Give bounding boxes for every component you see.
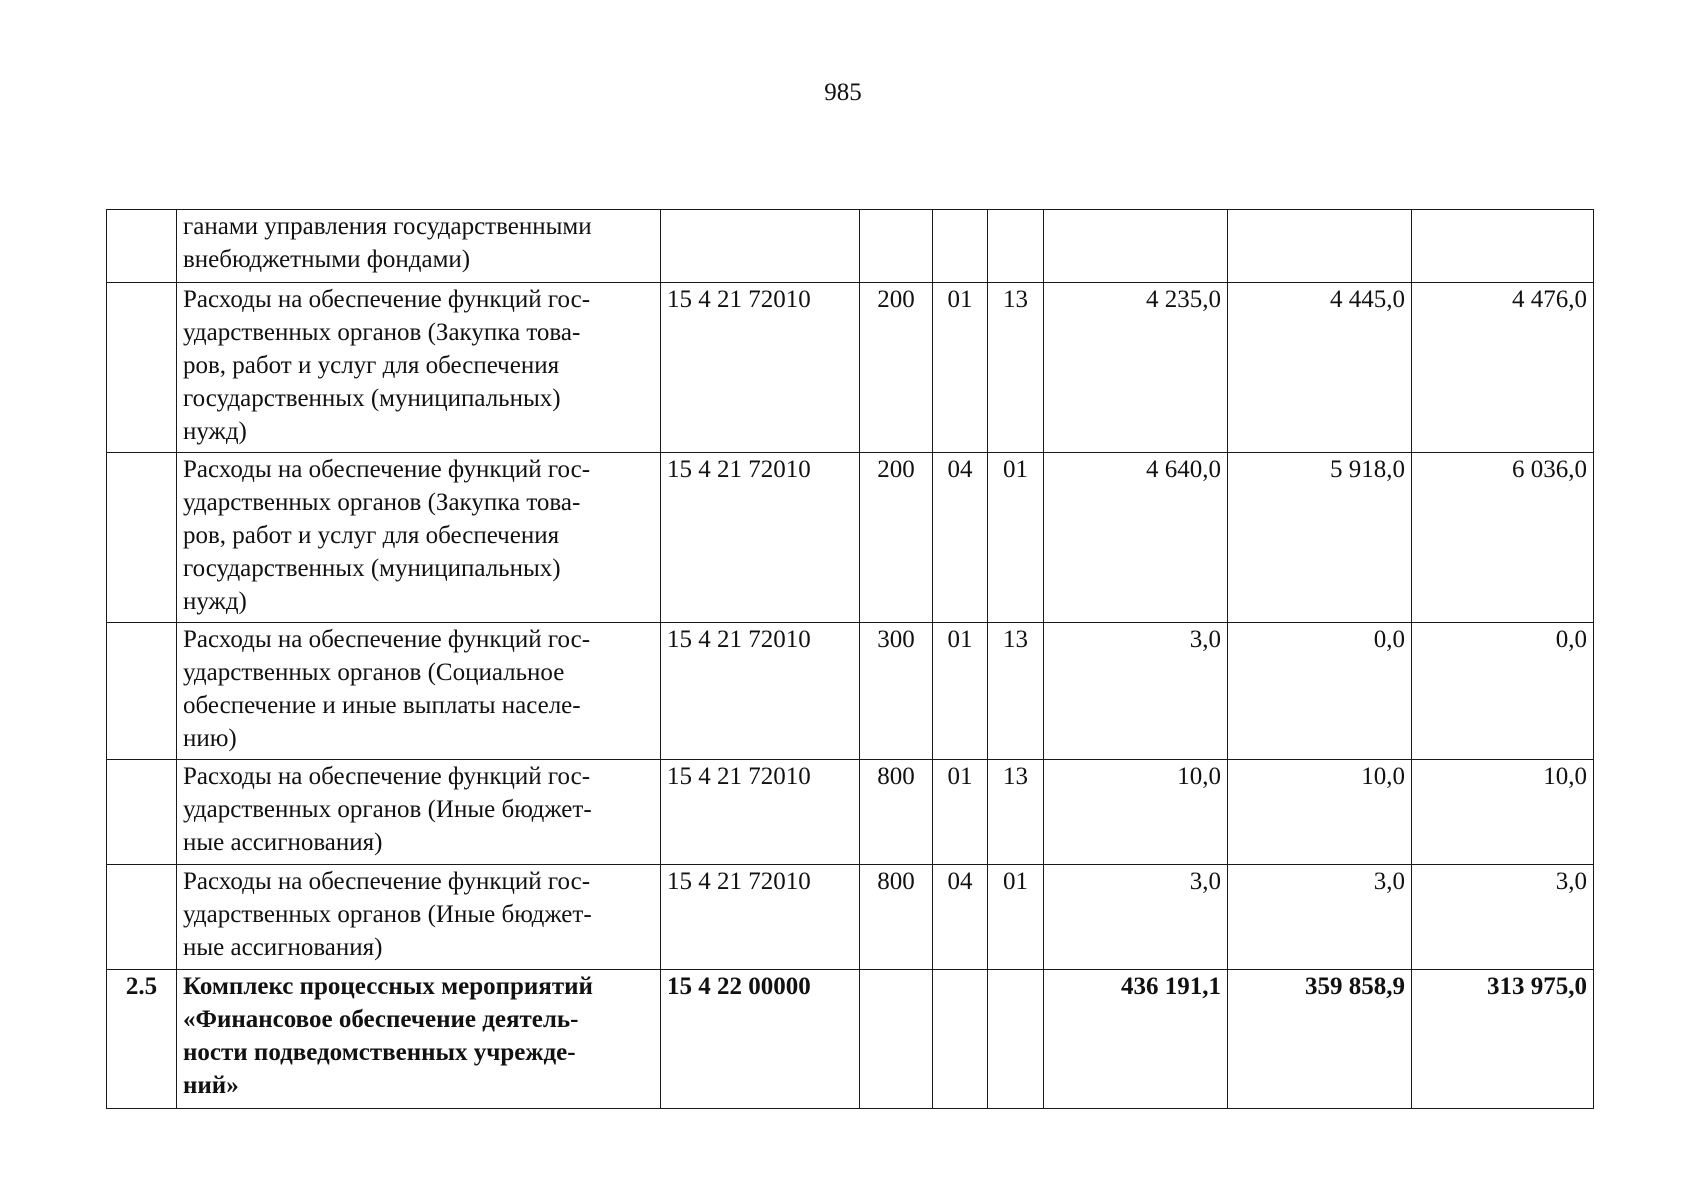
row-expense-type [860, 970, 933, 1109]
row-description: Расходы на обеспечение функций гос- ударственных органов (Закупка това- ров, работ и услуг для обеспечения государственных (муниципальных) нужд) [177, 283, 661, 453]
row-amount-2: 5 918,0 [1228, 453, 1412, 623]
row-subsection: 13 [988, 283, 1044, 453]
row-expense-type [860, 210, 933, 283]
table-row [107, 623, 1594, 760]
row-amount-1: 4 235,0 [1044, 283, 1228, 453]
row-amount-2: 3,0 [1228, 865, 1412, 970]
row-subsection: 01 [988, 865, 1044, 970]
row-amount-3 [1412, 210, 1594, 283]
row-section [933, 210, 988, 283]
row-index: 2.5 [107, 970, 177, 1109]
row-description: Комплекс процессных мероприятий «Финансовое обеспечение деятель- ности подведомственных учрежде- ний» [177, 970, 661, 1109]
row-amount-1 [1044, 210, 1228, 283]
row-subsection [988, 970, 1044, 1109]
row-amount-2: 10,0 [1228, 760, 1412, 865]
row-index [107, 865, 177, 970]
row-target-code: 15 4 21 72010 [661, 283, 860, 453]
row-index [107, 453, 177, 623]
row-amount-3: 4 476,0 [1412, 283, 1594, 453]
row-amount-1: 4 640,0 [1044, 453, 1228, 623]
row-expense-type: 800 [860, 760, 933, 865]
row-section: 04 [933, 453, 988, 623]
row-index [107, 210, 177, 283]
row-amount-3: 10,0 [1412, 760, 1594, 865]
row-target-code: 15 4 22 00000 [661, 970, 860, 1109]
row-expense-type: 200 [860, 453, 933, 623]
row-amount-2 [1228, 210, 1412, 283]
row-amount-1: 436 191,1 [1044, 970, 1228, 1109]
row-amount-3: 0,0 [1412, 623, 1594, 760]
row-amount-2: 4 445,0 [1228, 283, 1412, 453]
row-expense-type: 300 [860, 623, 933, 760]
row-target-code: 15 4 21 72010 [661, 623, 860, 760]
row-index [107, 283, 177, 453]
row-subsection [988, 210, 1044, 283]
row-section: 01 [933, 283, 988, 453]
row-section: 01 [933, 760, 988, 865]
row-amount-1: 3,0 [1044, 865, 1228, 970]
table-row [107, 210, 1594, 283]
row-description: Расходы на обеспечение функций гос- ударственных органов (Социальное обеспечение и иные выплаты населе- нию) [177, 623, 661, 760]
row-target-code [661, 210, 860, 283]
budget-table [106, 209, 1594, 1109]
row-section [933, 970, 988, 1109]
table-row-section-total [107, 970, 1594, 1109]
row-description: Расходы на обеспечение функций гос- ударственных органов (Иные бюджет- ные ассигнования) [177, 865, 661, 970]
row-amount-1: 3,0 [1044, 623, 1228, 760]
row-description: Расходы на обеспечение функций гос- ударственных органов (Закупка това- ров, работ и услуг для обеспечения государственных (муниципальных) нужд) [177, 453, 661, 623]
table-row [107, 865, 1594, 970]
row-description: Расходы на обеспечение функций гос- ударственных органов (Иные бюджет- ные ассигнования) [177, 760, 661, 865]
table-body [107, 210, 1594, 1109]
row-subsection: 01 [988, 453, 1044, 623]
table-row [107, 453, 1594, 623]
row-amount-2: 0,0 [1228, 623, 1412, 760]
page-number: 985 [824, 79, 862, 106]
row-section: 01 [933, 623, 988, 760]
row-amount-1: 10,0 [1044, 760, 1228, 865]
row-subsection: 13 [988, 760, 1044, 865]
row-target-code: 15 4 21 72010 [661, 865, 860, 970]
row-amount-2: 359 858,9 [1228, 970, 1412, 1109]
row-section: 04 [933, 865, 988, 970]
row-amount-3: 313 975,0 [1412, 970, 1594, 1109]
row-index [107, 623, 177, 760]
table-row [107, 283, 1594, 453]
table-row [107, 760, 1594, 865]
row-expense-type: 200 [860, 283, 933, 453]
row-description: ганами управления государственными внебюджетными фондами) [177, 210, 661, 283]
row-index [107, 760, 177, 865]
row-amount-3: 6 036,0 [1412, 453, 1594, 623]
row-target-code: 15 4 21 72010 [661, 453, 860, 623]
row-expense-type: 800 [860, 865, 933, 970]
row-amount-3: 3,0 [1412, 865, 1594, 970]
row-subsection: 13 [988, 623, 1044, 760]
row-target-code: 15 4 21 72010 [661, 760, 860, 865]
